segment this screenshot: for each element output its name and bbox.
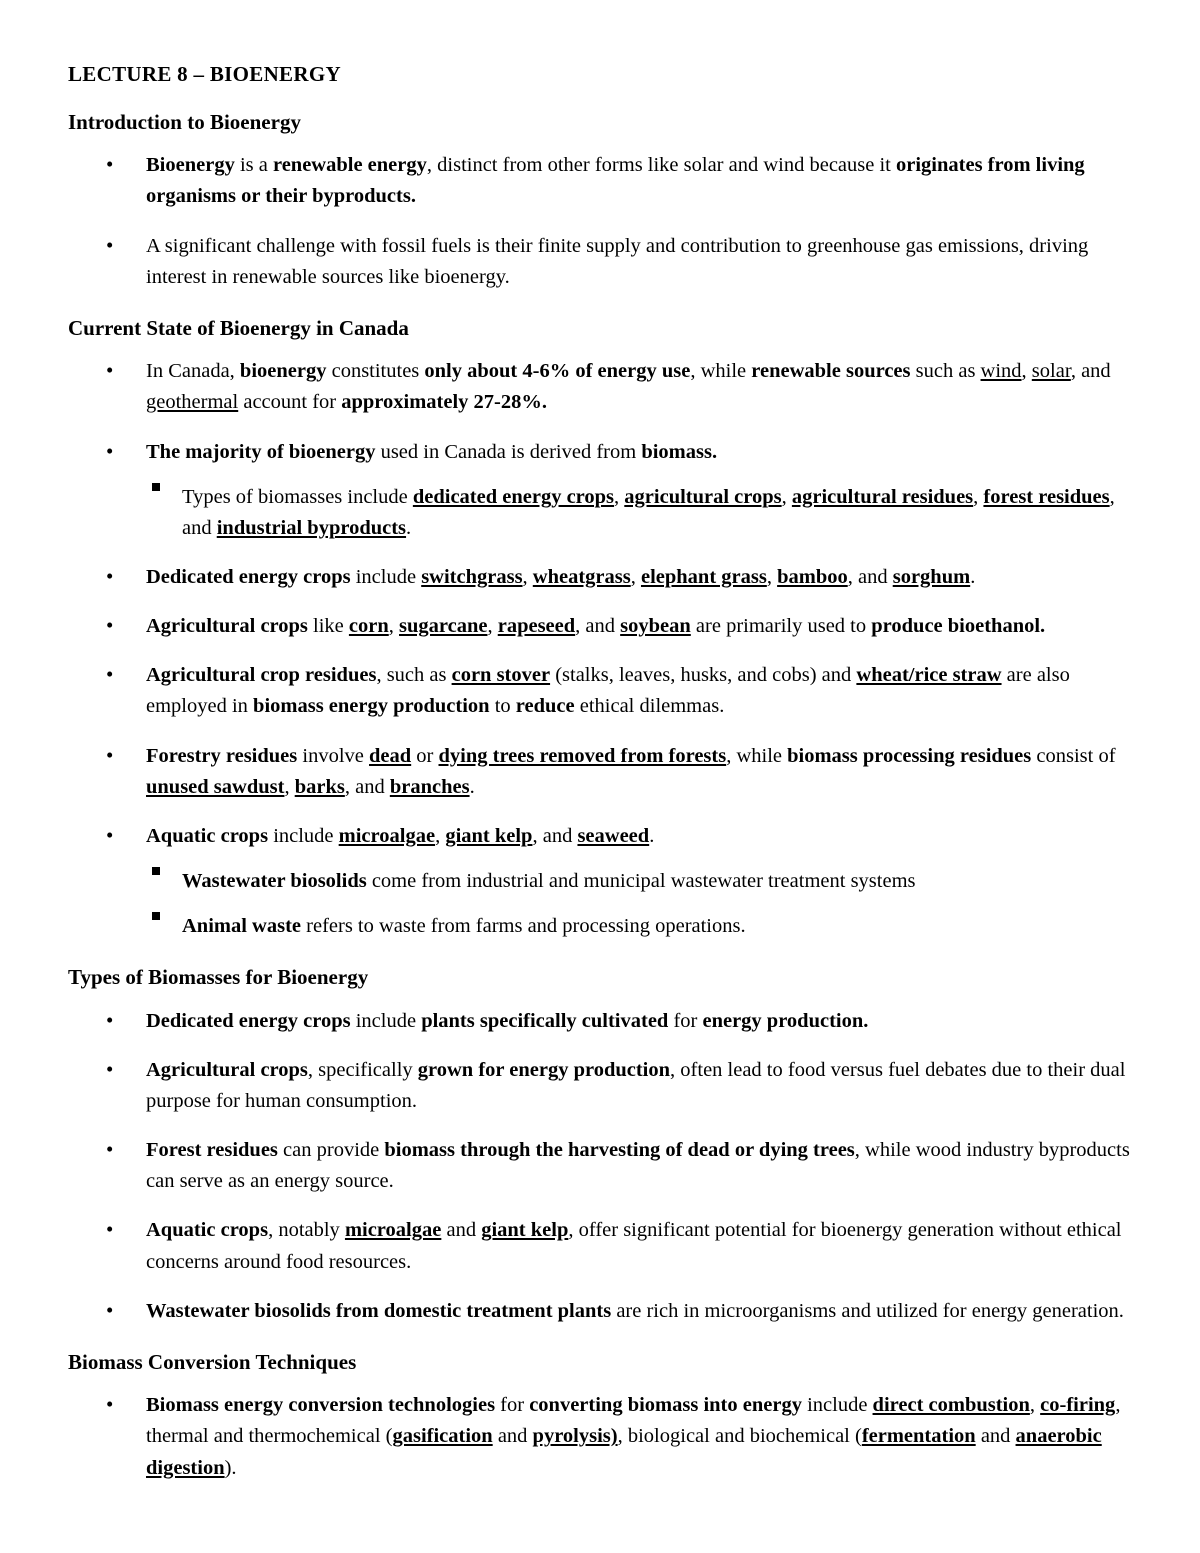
list-item [68,437,1130,544]
list-item-text: Dedicated energy crops include switchgrass, wheatgrass, elephant grass, bamboo, and sorghum. [146,566,976,588]
bullet-dot-icon: • [106,662,114,687]
list-item-text: In Canada, bioenergy constitutes only about 4-6% of energy use, while renewable sources such as wind, solar, and geothermal account for approximately 27-28%. [146,360,1111,414]
sub-list-item-text: Wastewater biosolids come from industrial and municipal wastewater treatment systems [182,870,916,893]
document-body [68,109,1130,1484]
bullet-dot-icon: • [106,358,114,383]
list-item [68,741,1130,803]
sub-list-item [146,866,1130,897]
list-item-text: Forestry residues involve dead or dying trees removed from forests, while biomass processing residues consist of unused sawdust, barks, and branches. [146,744,1116,798]
list-item [68,1390,1130,1483]
list-item-text: Agricultural crops, specifically grown for energy production, often lead to food versus fuel debates due to their dual purpose for human consumption. [146,1058,1126,1113]
bullet-list [68,1006,1130,1327]
sub-list-item-text: Types of biomasses include dedicated energy crops, agricultural crops, agricultural residues, forest residues, and industrial byproducts. [182,485,1115,539]
bullet-dot-icon: • [106,1297,114,1322]
bullet-list [68,150,1130,293]
bullet-dot-icon: • [106,1217,114,1242]
page-title: LECTURE 8 – BIOENERGY [68,62,341,86]
list-item-text: A significant challenge with fossil fuels is their finite supply and contribution to greenhouse gas emissions, driving interest in renewable sources like bioenergy. [146,234,1089,288]
list-item-text: Aquatic crops, notably microalgae and giant kelp, offer significant potential for bioenergy generation without ethical concerns around food resources. [146,1219,1122,1273]
bullet-square-icon [152,867,160,875]
list-item-text: Agricultural crop residues, such as corn stover (stalks, leaves, husks, and cobs) and wheat/rice straw are also employed in biomass energy production to reduce ethical dilemmas. [146,664,1070,718]
list-item-text: Agricultural crops like corn, sugarcane, rapeseed, and soybean are primarily used to produce bioethanol. [146,615,1046,638]
bullet-dot-icon: • [106,438,114,463]
list-item [68,356,1130,418]
list-item [68,562,1130,593]
list-item-text: Aquatic crops include microalgae, giant kelp, and seaweed. [146,824,655,847]
list-item [68,1006,1130,1037]
bullet-list [68,356,1130,942]
list-item-text: Biomass energy conversion technologies for converting biomass into energy include direct combustion, co-firing, thermal and thermochemical (gasification and pyrolysis), biological and biochemical (fermentation and anaerobic digestion). [146,1394,1121,1479]
sub-list-item [146,911,1130,942]
list-item-text: Bioenergy is a renewable energy, distinct from other forms like solar and wind because it originates from living organisms or their byproducts. [146,154,1085,208]
bullet-dot-icon: • [106,1007,114,1032]
bullet-list [68,1390,1130,1483]
bullet-dot-icon: • [106,232,114,257]
bullet-dot-icon: • [106,564,114,588]
bullet-dot-icon: • [106,1056,114,1081]
sub-list-item-text: Animal waste refers to waste from farms and processing operations. [182,915,746,938]
list-item-text: Forest residues can provide biomass through the harvesting of dead or dying trees, while wood industry byproducts can serve as an energy source. [146,1139,1130,1193]
section-heading: Types of Biomasses for Bioenergy [68,965,369,990]
bullet-dot-icon: • [106,1137,114,1162]
list-item [68,150,1130,212]
sub-list-item [146,482,1130,544]
bullet-dot-icon: • [106,1392,114,1417]
list-item-text: The majority of bioenergy used in Canada is derived from biomass. [146,440,718,463]
list-item [68,1055,1130,1117]
list-item [68,821,1130,942]
bullet-square-icon [152,912,160,920]
section-heading: Current State of Bioenergy in Canada [68,315,409,340]
list-item [68,1296,1130,1327]
section-heading: Introduction to Bioenergy [68,110,301,134]
sub-bullet-list [146,482,1130,544]
list-item-text: Wastewater biosolids from domestic treatment plants are rich in microorganisms and utilized for energy generation. [146,1299,1124,1322]
bullet-square-icon [152,483,160,491]
list-item [68,611,1130,642]
list-item [68,1135,1130,1197]
bullet-dot-icon: • [106,742,114,767]
section-heading: Biomass Conversion Techniques [68,1349,357,1374]
sub-bullet-list [146,866,1130,942]
list-item [68,1215,1130,1277]
bullet-dot-icon: • [106,613,114,638]
list-item [68,231,1130,293]
list-item-text: Dedicated energy crops include plants specifically cultivated for energy production. [146,1009,869,1032]
bullet-dot-icon: • [106,822,114,847]
bullet-dot-icon: • [106,152,114,177]
list-item [68,660,1130,722]
